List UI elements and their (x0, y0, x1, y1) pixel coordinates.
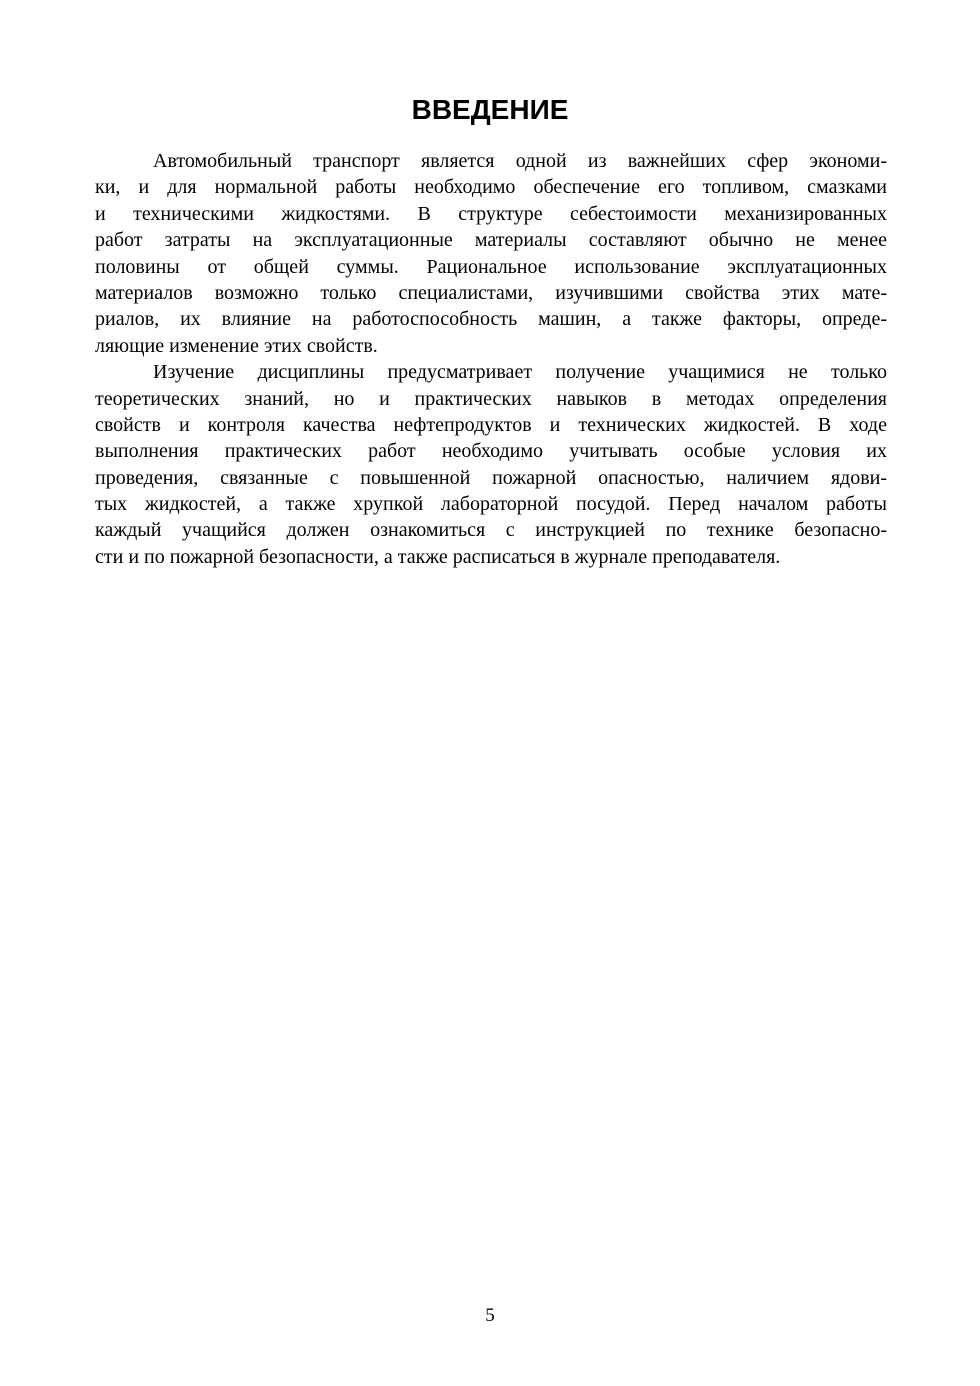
text-line: теоретических знаний, но и практических навыков в методах определения (95, 387, 887, 410)
text-line: ляющие изменение этих свойств. (95, 334, 378, 357)
text-line: и техническими жидкостями. В структуре себестоимости механизированных (95, 202, 887, 225)
page-number: 5 (485, 1305, 495, 1326)
text-line: риалов, их влияние на работоспособность машин, а также факторы, опреде- (95, 308, 887, 331)
text-line: каждый учащийся должен ознакомиться с инструкцией по технике безопасно- (95, 519, 887, 542)
paragraph-1 (95, 148, 887, 359)
text-line: выполнения практических работ необходимо учитывать особые условия их (95, 440, 887, 463)
text-line: свойств и контроля качества нефтепродуктов и технических жидкостей. В ходе (95, 413, 887, 436)
paragraph-2 (95, 359, 887, 570)
text-line: работ затраты на эксплуатационные материалы составляют обычно не менее (95, 229, 887, 252)
text-line: проведения, связанные с повышенной пожарной опасностью, наличием ядови- (95, 466, 887, 489)
text-line: сти и по пожарной безопасности, а также расписаться в журнале преподавателя. (95, 545, 781, 568)
body-text (95, 148, 887, 570)
text-line: Автомобильный транспорт является одной из важнейших сфер экономи- (153, 150, 887, 172)
text-line: Изучение дисциплины предусматривает получение учащимися не только (153, 361, 887, 384)
page-title: ВВЕДЕНИЕ (411, 94, 569, 125)
text-line: ки, и для нормальной работы необходимо обеспечение его топливом, смазками (95, 176, 887, 199)
text-line: материалов возможно только специалистами, изучившими свойства этих мате- (95, 281, 887, 304)
text-line: половины от общей суммы. Рациональное использование эксплуатационных (95, 255, 887, 278)
text-line: тых жидкостей, а также хрупкой лабораторной посудой. Перед началом работы (95, 493, 887, 516)
